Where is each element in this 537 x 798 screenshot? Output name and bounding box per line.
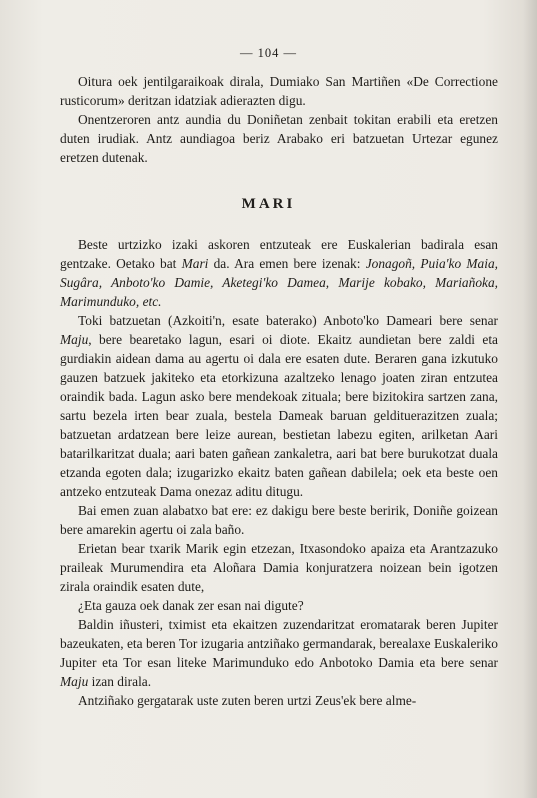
section-body <box>60 235 498 710</box>
paragraph-6-start: Baldin iñusteri, tximist eta ekaitzen zuzendaritzat eromatarak beren Jupiter bazeukaten, eta beren Tor izugaria antziñako germandarak, berealaxe Euskaleriko Jupiter eta Tor esan liteke Marimunduko edo Anbotoko Damia eta bere senar <box>60 617 498 670</box>
paragraph-3: Bai emen zuan alabatxo bat ere: ez dakigu bere beste beririk, Doniñe goizean bere amarekin agertu oi zala baño. <box>60 503 498 537</box>
maju-italic-2: Maju <box>60 674 89 689</box>
paragraph-2-start: Toki batzuetan (Azkoiti'n, esate baterako) Anboto'ko Dameari bere senar <box>78 313 498 328</box>
page-edge-shadow <box>523 0 537 798</box>
paragraph-6 <box>60 615 498 691</box>
page-number: — 104 — <box>240 46 297 60</box>
names-italic: Jonagoñ, Puia'ko Maia, Sugâra, Anboto'ko Damie, Aketegi'ko Damea, Marije kobako, Mariañoka, Marimunduko, etc. <box>60 256 498 309</box>
paragraph-6-end: izan dirala. <box>88 674 152 689</box>
paragraph-2-end: , bere bearetako lagun, esari oi diote. Ekaitz aundietan bere zaldi eta gurdiakin aidean dama au agertu oi dala ere esaten dute. Beraren gana izkutuko gauzen batzuek jakiteko eta etorkizuna azaltzeko lenago joaten ziran entzutea oraindik bada. Lagun asko bere mendekoak zituala; bere bizitokira sartzen zana, sartu bezela irten bear zuala, bestela Dameak baruan geldituerazitzen zuala; batzuetan ardatzean bere leize aurean, bestietan labezu egiten, arilketan Aari batarilkaritzat duala; aari baten gañean zankaletra, aari bat bere burukotzat duala etzanda egoten dala; izugarizko ekaitz baten gañean dabilela; oek eta beste oen antzeko entzuteak Dama onezaz aditu ditugu. <box>60 332 498 499</box>
paragraph-1-after: da. Ara emen bere izenak: <box>208 256 366 271</box>
mari-italic: Mari <box>181 256 209 271</box>
intro-paragraph-1: Oitura oek jentilgaraikoak dirala, Dumiako San Martiñen «De Correctione rusticorum» deritzan idatziak adierazten digu. <box>60 74 498 108</box>
section-title: MARI <box>241 196 296 212</box>
maju-italic: Maju <box>60 332 89 347</box>
paragraph-1-start: Beste urtzizko izaki askoren entzuteak ere Euskalerian badirala esan gentzake. Oetako bat <box>60 237 498 271</box>
intro-text <box>60 72 498 167</box>
paragraph-1 <box>60 235 498 311</box>
paragraph-4: Erietan bear txarik Marik egin etzezan, Itxasondoko apaiza eta Arantzazuko praileak Murumendira eta Aloñara Damia konjuratzera noizean bein igotzen zirala oraindik esaten dute, <box>60 541 498 594</box>
intro-paragraph-2: Onentzeroren antz aundia du Doniñetan zenbait tokitan erabili eta eretzen duten irudiak. Antz aundiagoa beriz Arabako eri batzuetan Urtezar egunez eretzen dutenak. <box>60 112 498 165</box>
paragraph-7: Antziñako gergatarak uste zuten beren urtzi Zeus'ek bere alme- <box>78 693 417 708</box>
paragraph-2 <box>60 311 498 501</box>
paragraph-5: ¿Eta gauza oek danak zer esan nai digute? <box>78 598 304 613</box>
